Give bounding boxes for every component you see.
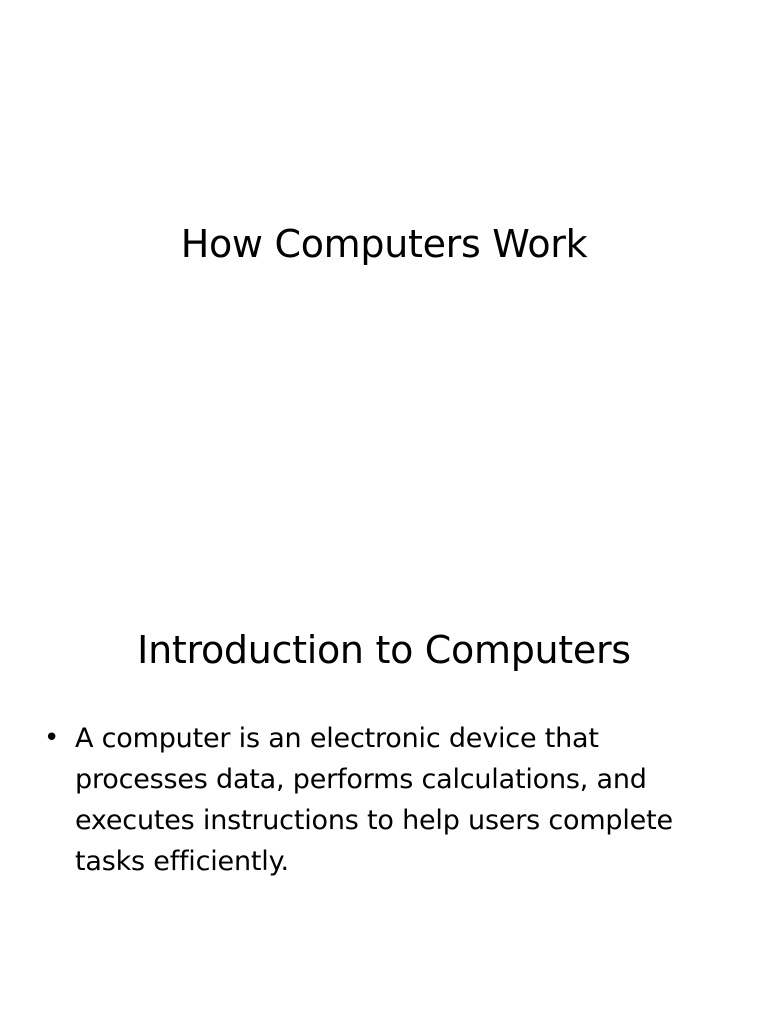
bullet-list bbox=[40, 718, 720, 882]
bullet-text: A computer is an electronic device that processes data, performs calculations, and executes instructions to help users complete tasks efficiently. bbox=[75, 723, 673, 877]
slide-introduction bbox=[0, 512, 768, 1024]
bullet-icon: • bbox=[44, 723, 60, 753]
presentation-title: How Computers Work bbox=[180, 222, 588, 266]
bullet-item bbox=[40, 718, 720, 882]
slide-heading: Introduction to Computers bbox=[137, 628, 631, 672]
